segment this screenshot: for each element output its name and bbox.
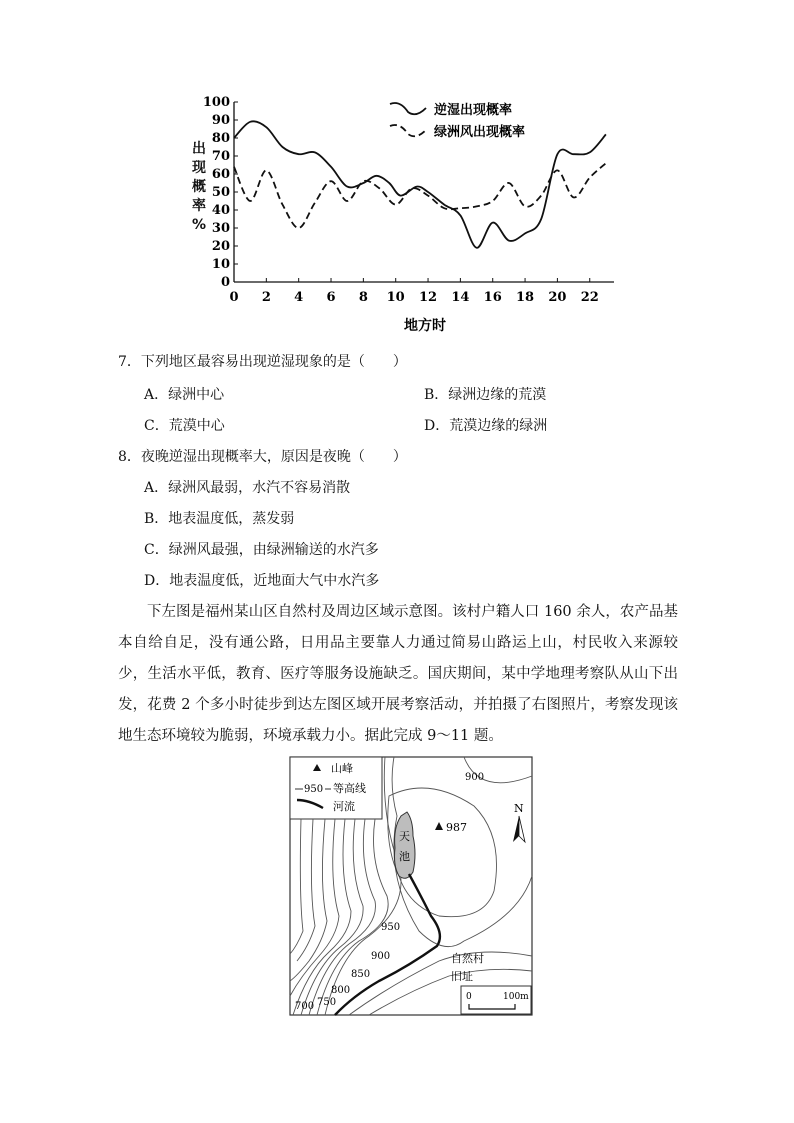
lake-label-1: 天 — [399, 830, 410, 843]
x-tick-label: 18 — [516, 290, 535, 305]
question-7-option-b[interactable]: B．绿洲边缘的荒漠 — [424, 387, 547, 403]
question-7-option-a[interactable]: A．绿洲中心 — [144, 387, 225, 403]
contour-label-950: 950 — [381, 922, 401, 933]
y-axis-label-char: 率 — [192, 198, 206, 214]
map-legend — [290, 757, 382, 819]
y-tick-label: 60 — [211, 167, 230, 182]
contour-label-900-top: 900 — [465, 772, 485, 783]
village-contour-map — [289, 756, 533, 1016]
x-tick-label: 20 — [548, 290, 567, 305]
chart-legend — [390, 102, 525, 140]
y-tick-label: 30 — [211, 221, 230, 236]
contour-label-700: 700 — [295, 1001, 315, 1012]
x-tick-label: 8 — [358, 290, 368, 305]
scale-end-label: 100m — [503, 992, 529, 1002]
legend-label-2: 绿洲风出现概率 — [434, 125, 526, 140]
y-tick-label: 10 — [211, 257, 230, 272]
x-tick-label: 10 — [386, 290, 405, 305]
x-tick-label: 22 — [580, 290, 599, 305]
legend-contour-label: 等高线 — [333, 782, 366, 795]
y-axis-label-char: 概 — [192, 179, 206, 195]
lake-label-2: 池 — [399, 850, 410, 863]
y-tick-label: 20 — [211, 239, 230, 254]
y-axis-label-char: 现 — [192, 160, 206, 176]
question-8-option-c[interactable]: C．绿洲风最强，由绿洲输送的水汽多 — [144, 542, 379, 558]
question-7-option-d[interactable]: D．荒漠边缘的绿洲 — [424, 418, 548, 434]
question-8-option-a[interactable]: A．绿洲风最弱，水汽不容易消散 — [144, 480, 351, 496]
question-7-stem: 7．下列地区最容易出现逆湿现象的是（ ） — [118, 354, 407, 370]
series-line-2 — [234, 163, 606, 228]
x-tick-label: 14 — [451, 290, 470, 305]
peak-elevation-label: 987 — [446, 821, 467, 834]
series-line-1 — [234, 121, 606, 248]
question-7-option-c[interactable]: C．荒漠中心 — [144, 418, 225, 434]
question-8-option-d[interactable]: D．地表温度低，近地面大气中水汽多 — [144, 573, 380, 589]
x-tick-label: 16 — [483, 290, 502, 305]
lake-tianchi — [395, 812, 416, 878]
y-tick-label: 50 — [211, 185, 230, 200]
x-tick-label: 6 — [326, 290, 336, 305]
village-label-1: 自然村 — [451, 952, 484, 965]
y-tick-label: 40 — [211, 203, 230, 218]
scale-bar — [461, 986, 531, 1014]
question-8-option-b[interactable]: B．地表温度低，蒸发弱 — [144, 511, 295, 527]
y-tick-label: 70 — [211, 149, 230, 164]
village-label-2: 旧址 — [451, 970, 473, 983]
legend-label-1: 逆湿出现概率 — [434, 103, 513, 118]
y-tick-label: 0 — [220, 275, 230, 290]
y-axis-label-char: % — [191, 217, 207, 233]
contour-label-750: 750 — [317, 997, 337, 1008]
y-axis-label — [190, 140, 208, 235]
legend-swatch-2 — [390, 125, 426, 136]
scale-start-label: 0 — [466, 992, 472, 1002]
x-axis-label: 地方时 — [404, 318, 446, 334]
contour-label-850: 850 — [351, 969, 371, 980]
y-tick-label: 90 — [211, 113, 230, 128]
north-label: N — [514, 802, 524, 815]
legend-river-label: 河流 — [333, 800, 355, 813]
legend-contour-sample: 950 — [304, 784, 324, 795]
x-tick-label: 12 — [418, 290, 438, 305]
material-paragraph: 下左图是福州某山区自然村及周边区域示意图。该村户籍人口 160 余人，农产品基本自给自足，没有通公路，日用品主要靠人力通过简易山路运上山，村民收入来源较少，生活水平低，教育、医疗等服务设施缺乏。国庆期间，某中学地理考察队从山下出发，花费 2 个多小时徒步到达左图区域开展考察活动，并拍摄了右图照片，考察发现该地生态环境较为脆弱，环境承载力小。据此完成 9～11 题。 — [118, 604, 678, 744]
legend-peak-label: 山峰 — [331, 762, 353, 775]
x-tick-label: 4 — [294, 290, 304, 305]
x-tick-label: 2 — [261, 290, 271, 305]
x-tick-label: 0 — [229, 290, 239, 305]
question-8-stem: 8．夜晚逆湿出现概率大，原因是夜晚（ ） — [118, 449, 407, 465]
legend-swatch-1 — [390, 103, 426, 114]
y-tick-label: 80 — [211, 131, 230, 146]
contour-label-900: 900 — [371, 951, 391, 962]
y-axis-label-char: 出 — [192, 141, 206, 157]
y-tick-label: 100 — [202, 95, 230, 110]
chart-series — [234, 121, 606, 248]
contour-label-800: 800 — [331, 985, 351, 996]
humidity-inversion-chart — [190, 90, 630, 340]
